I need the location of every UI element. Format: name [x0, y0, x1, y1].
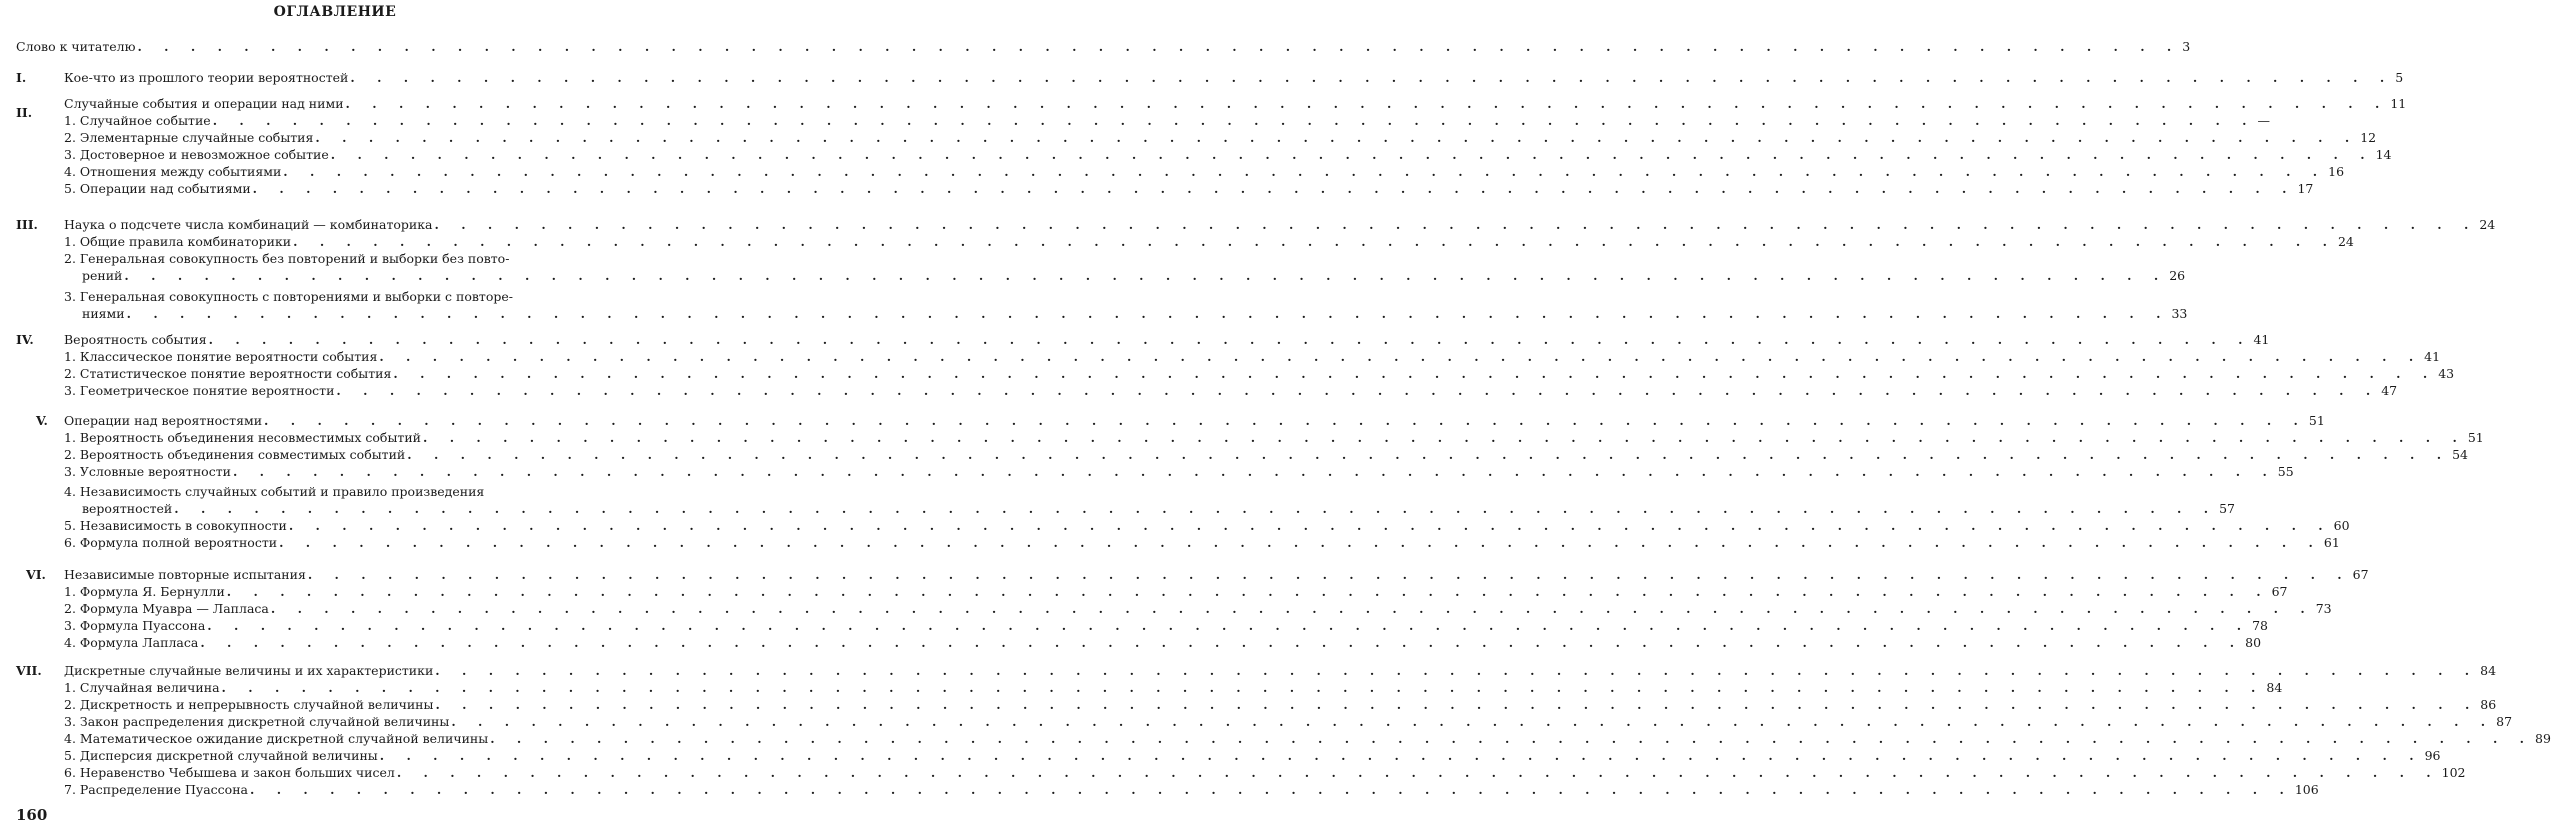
leader-dots — [279, 534, 2322, 551]
entry-text: 2. Вероятность объединения совместимых событий — [64, 447, 406, 462]
entry-text: 5. Дисперсия дискретной случайной величины — [64, 748, 378, 763]
leader-dots — [490, 730, 2533, 747]
toc-entry — [64, 429, 2484, 446]
chapter-number: V. — [36, 413, 48, 428]
entry-text: 4. Независимость случайных событий и правило произведения — [64, 484, 485, 499]
entry-text: вероятностей — [82, 501, 173, 516]
leader-dots — [264, 412, 2307, 429]
page-number: 33 — [2171, 306, 2188, 321]
entry-text: 4. Формула Лапласа — [64, 635, 199, 650]
toc-entry — [64, 617, 2269, 634]
toc-entry — [82, 267, 2186, 284]
chapter-number: II. — [16, 105, 33, 120]
page-number: 89 — [2535, 731, 2551, 746]
entry-text: Независимые повторные испытания — [64, 567, 306, 582]
entry-text: 7. Распределение Пуассона — [64, 782, 248, 797]
leader-dots — [127, 305, 2170, 322]
page-number: 96 — [2424, 748, 2441, 763]
toc-entry — [64, 534, 2340, 551]
leader-dots — [233, 463, 2276, 480]
toc-entry — [64, 747, 2441, 764]
leader-dots — [393, 365, 2436, 382]
leader-dots — [380, 747, 2423, 764]
leader-dots — [423, 429, 2466, 446]
chapter-number: IV. — [16, 332, 34, 347]
page-number: 60 — [2333, 518, 2350, 533]
entry-text: Вероятность события — [64, 332, 207, 347]
page-number: 41 — [2424, 349, 2441, 364]
entry-text: Операции над вероятностями — [64, 413, 263, 428]
page-number: 102 — [2441, 765, 2466, 780]
leader-dots — [213, 112, 2256, 129]
chapter-number: VII. — [16, 663, 42, 678]
leader-dots — [379, 348, 2422, 365]
page-number: 73 — [2315, 601, 2332, 616]
leader-dots — [200, 634, 2243, 651]
leader-dots — [293, 233, 2336, 250]
toc-entry — [64, 163, 2345, 180]
entry-text: 3. Достоверное и невозможное событие — [64, 147, 329, 162]
toc-title: ОГЛАВЛЕНИЕ — [273, 4, 397, 20]
page-number: 78 — [2252, 618, 2269, 633]
page-number: 55 — [2277, 464, 2294, 479]
entry-text: 3. Формула Пуассона — [64, 618, 206, 633]
page-number: 12 — [2360, 130, 2377, 145]
toc-entry — [64, 446, 2468, 463]
toc-entry — [64, 463, 2294, 480]
entry-text: 2. Генеральная совокупность без повторений и выборки без повто- — [64, 251, 510, 266]
leader-dots — [346, 95, 2389, 112]
leader-dots — [289, 517, 2332, 534]
toc-entry — [16, 95, 2407, 120]
entry-text: Дискретные случайные величины и их характеристики — [64, 663, 434, 678]
leader-dots — [283, 163, 2326, 180]
page-number: 87 — [2496, 714, 2513, 729]
leader-dots — [308, 566, 2351, 583]
page-number: 106 — [2294, 782, 2319, 797]
entry-text: 4. Отношения между событиями — [64, 164, 282, 179]
page-number: 57 — [2219, 501, 2235, 516]
entry-text: 3. Генеральная совокупность с повторениями и выборки с повторе- — [64, 289, 513, 304]
toc-entry — [64, 348, 2441, 365]
leader-dots — [227, 583, 2270, 600]
entry-text: 3. Закон распределения дискретной случайной величины — [64, 714, 450, 729]
page-number: 51 — [2467, 430, 2484, 445]
page-number: 24 — [2337, 234, 2354, 249]
leader-dots — [222, 679, 2265, 696]
toc-entry — [64, 517, 2350, 534]
toc-entry — [64, 288, 612, 305]
toc-entry — [64, 713, 2513, 730]
page-number: 67 — [2271, 584, 2288, 599]
page-number: 41 — [2253, 332, 2270, 347]
entry-text: Наука о подсчете числа комбинаций — комбинаторика — [64, 217, 433, 232]
toc-entry — [64, 129, 2377, 146]
page-number: 47 — [2381, 383, 2398, 398]
page-number: — — [2257, 113, 2271, 128]
toc-entry — [64, 600, 2332, 617]
page-number: 54 — [2452, 447, 2468, 462]
toc-entry — [36, 412, 2325, 429]
toc-entry — [16, 662, 2497, 679]
entry-text: 6. Неравенство Чебышева и закон больших чисел — [64, 765, 395, 780]
entry-text: 2. Статистическое понятие вероятности события — [64, 366, 392, 381]
leader-dots — [137, 38, 2180, 55]
footer-page-number: 160 — [16, 806, 48, 824]
toc-entry — [64, 730, 2551, 747]
page-number: 84 — [2266, 680, 2283, 695]
entry-text: 1. Формула Я. Бернулли — [64, 584, 225, 599]
leader-dots — [271, 600, 2314, 617]
toc-entry — [16, 38, 2191, 55]
toc-entry — [64, 696, 2497, 713]
page-number: 5 — [2395, 70, 2404, 85]
page-number: 61 — [2323, 535, 2340, 550]
entry-text: 3. Геометрическое понятие вероятности — [64, 383, 335, 398]
page-number: 80 — [2245, 635, 2262, 650]
toc-entry — [64, 483, 612, 500]
chapter-number: VI. — [26, 567, 46, 582]
toc-entry — [64, 146, 2392, 163]
page-number: 3 — [2182, 39, 2191, 54]
entry-text: рений — [82, 268, 123, 283]
leader-dots — [336, 382, 2379, 399]
toc-entry — [64, 781, 2319, 798]
leader-dots — [253, 180, 2296, 197]
toc-entry — [64, 382, 2398, 399]
entry-text: 4. Математическое ожидание дискретной случайной величины — [64, 731, 489, 746]
page-number: 26 — [2169, 268, 2186, 283]
toc-entry — [64, 679, 2283, 696]
toc-entry — [82, 500, 2235, 517]
leader-dots — [207, 617, 2250, 634]
entry-text: ниями — [82, 306, 125, 321]
entry-text: 1. Общие правила комбинаторики — [64, 234, 292, 249]
toc-entry — [16, 216, 2496, 233]
page-number: 43 — [2438, 366, 2455, 381]
entry-text: 1. Случайная величина — [64, 680, 220, 695]
leader-dots — [350, 69, 2393, 86]
leader-dots — [315, 129, 2358, 146]
page-number: 24 — [2479, 217, 2496, 232]
entry-text: 2. Формула Муавра — Лапласа — [64, 601, 269, 616]
page-number: 17 — [2297, 181, 2314, 196]
leader-dots — [435, 662, 2478, 679]
toc-entry — [64, 180, 2314, 197]
leader-dots — [174, 500, 2217, 517]
entry-text: 1. Случайное событие — [64, 113, 211, 128]
toc-entry — [64, 233, 2354, 250]
entry-text: 1. Классическое понятие вероятности события — [64, 349, 378, 364]
entry-text: Кое-что из прошлого теории вероятностей — [64, 70, 349, 85]
toc-entry — [64, 634, 2262, 651]
page-number: 86 — [2480, 697, 2497, 712]
leader-dots — [451, 713, 2494, 730]
leader-dots — [331, 146, 2374, 163]
toc-entry — [64, 112, 2271, 129]
page-number: 51 — [2308, 413, 2325, 428]
toc-entry — [16, 69, 2404, 86]
page-number: 16 — [2328, 164, 2345, 179]
page-number: 11 — [2390, 96, 2407, 111]
leader-dots — [209, 331, 2252, 348]
page-number: 67 — [2352, 567, 2369, 582]
page-number: 14 — [2375, 147, 2392, 162]
leader-dots — [397, 764, 2440, 781]
leader-dots — [435, 696, 2478, 713]
toc-entry — [64, 583, 2288, 600]
chapter-number: III. — [16, 217, 38, 232]
entry-text: Случайные события и операции над ними — [64, 96, 344, 111]
entry-text: 5. Операции над событиями — [64, 181, 251, 196]
entry-text: 1. Вероятность объединения несовместимых событий — [64, 430, 421, 445]
toc-entry — [64, 764, 2466, 781]
toc-entry — [64, 365, 2455, 382]
leader-dots — [435, 216, 2478, 233]
entry-text: 6. Формула полной вероятности — [64, 535, 278, 550]
chapter-number: I. — [16, 70, 27, 85]
entry-text: 2. Дискретность и непрерывность случайной величины — [64, 697, 434, 712]
toc-entry — [82, 305, 2188, 322]
entry-text: 3. Условные вероятности — [64, 464, 231, 479]
page-number: 84 — [2480, 663, 2497, 678]
toc-entry — [64, 250, 612, 267]
entry-text: 2. Элементарные случайные события — [64, 130, 314, 145]
leader-dots — [250, 781, 2293, 798]
leader-dots — [124, 267, 2167, 284]
toc-entry — [16, 331, 2270, 348]
leader-dots — [407, 446, 2450, 463]
entry-text: Слово к читателю — [16, 39, 136, 54]
entry-text: 5. Независимость в совокупности — [64, 518, 287, 533]
toc-entry — [26, 566, 2369, 583]
